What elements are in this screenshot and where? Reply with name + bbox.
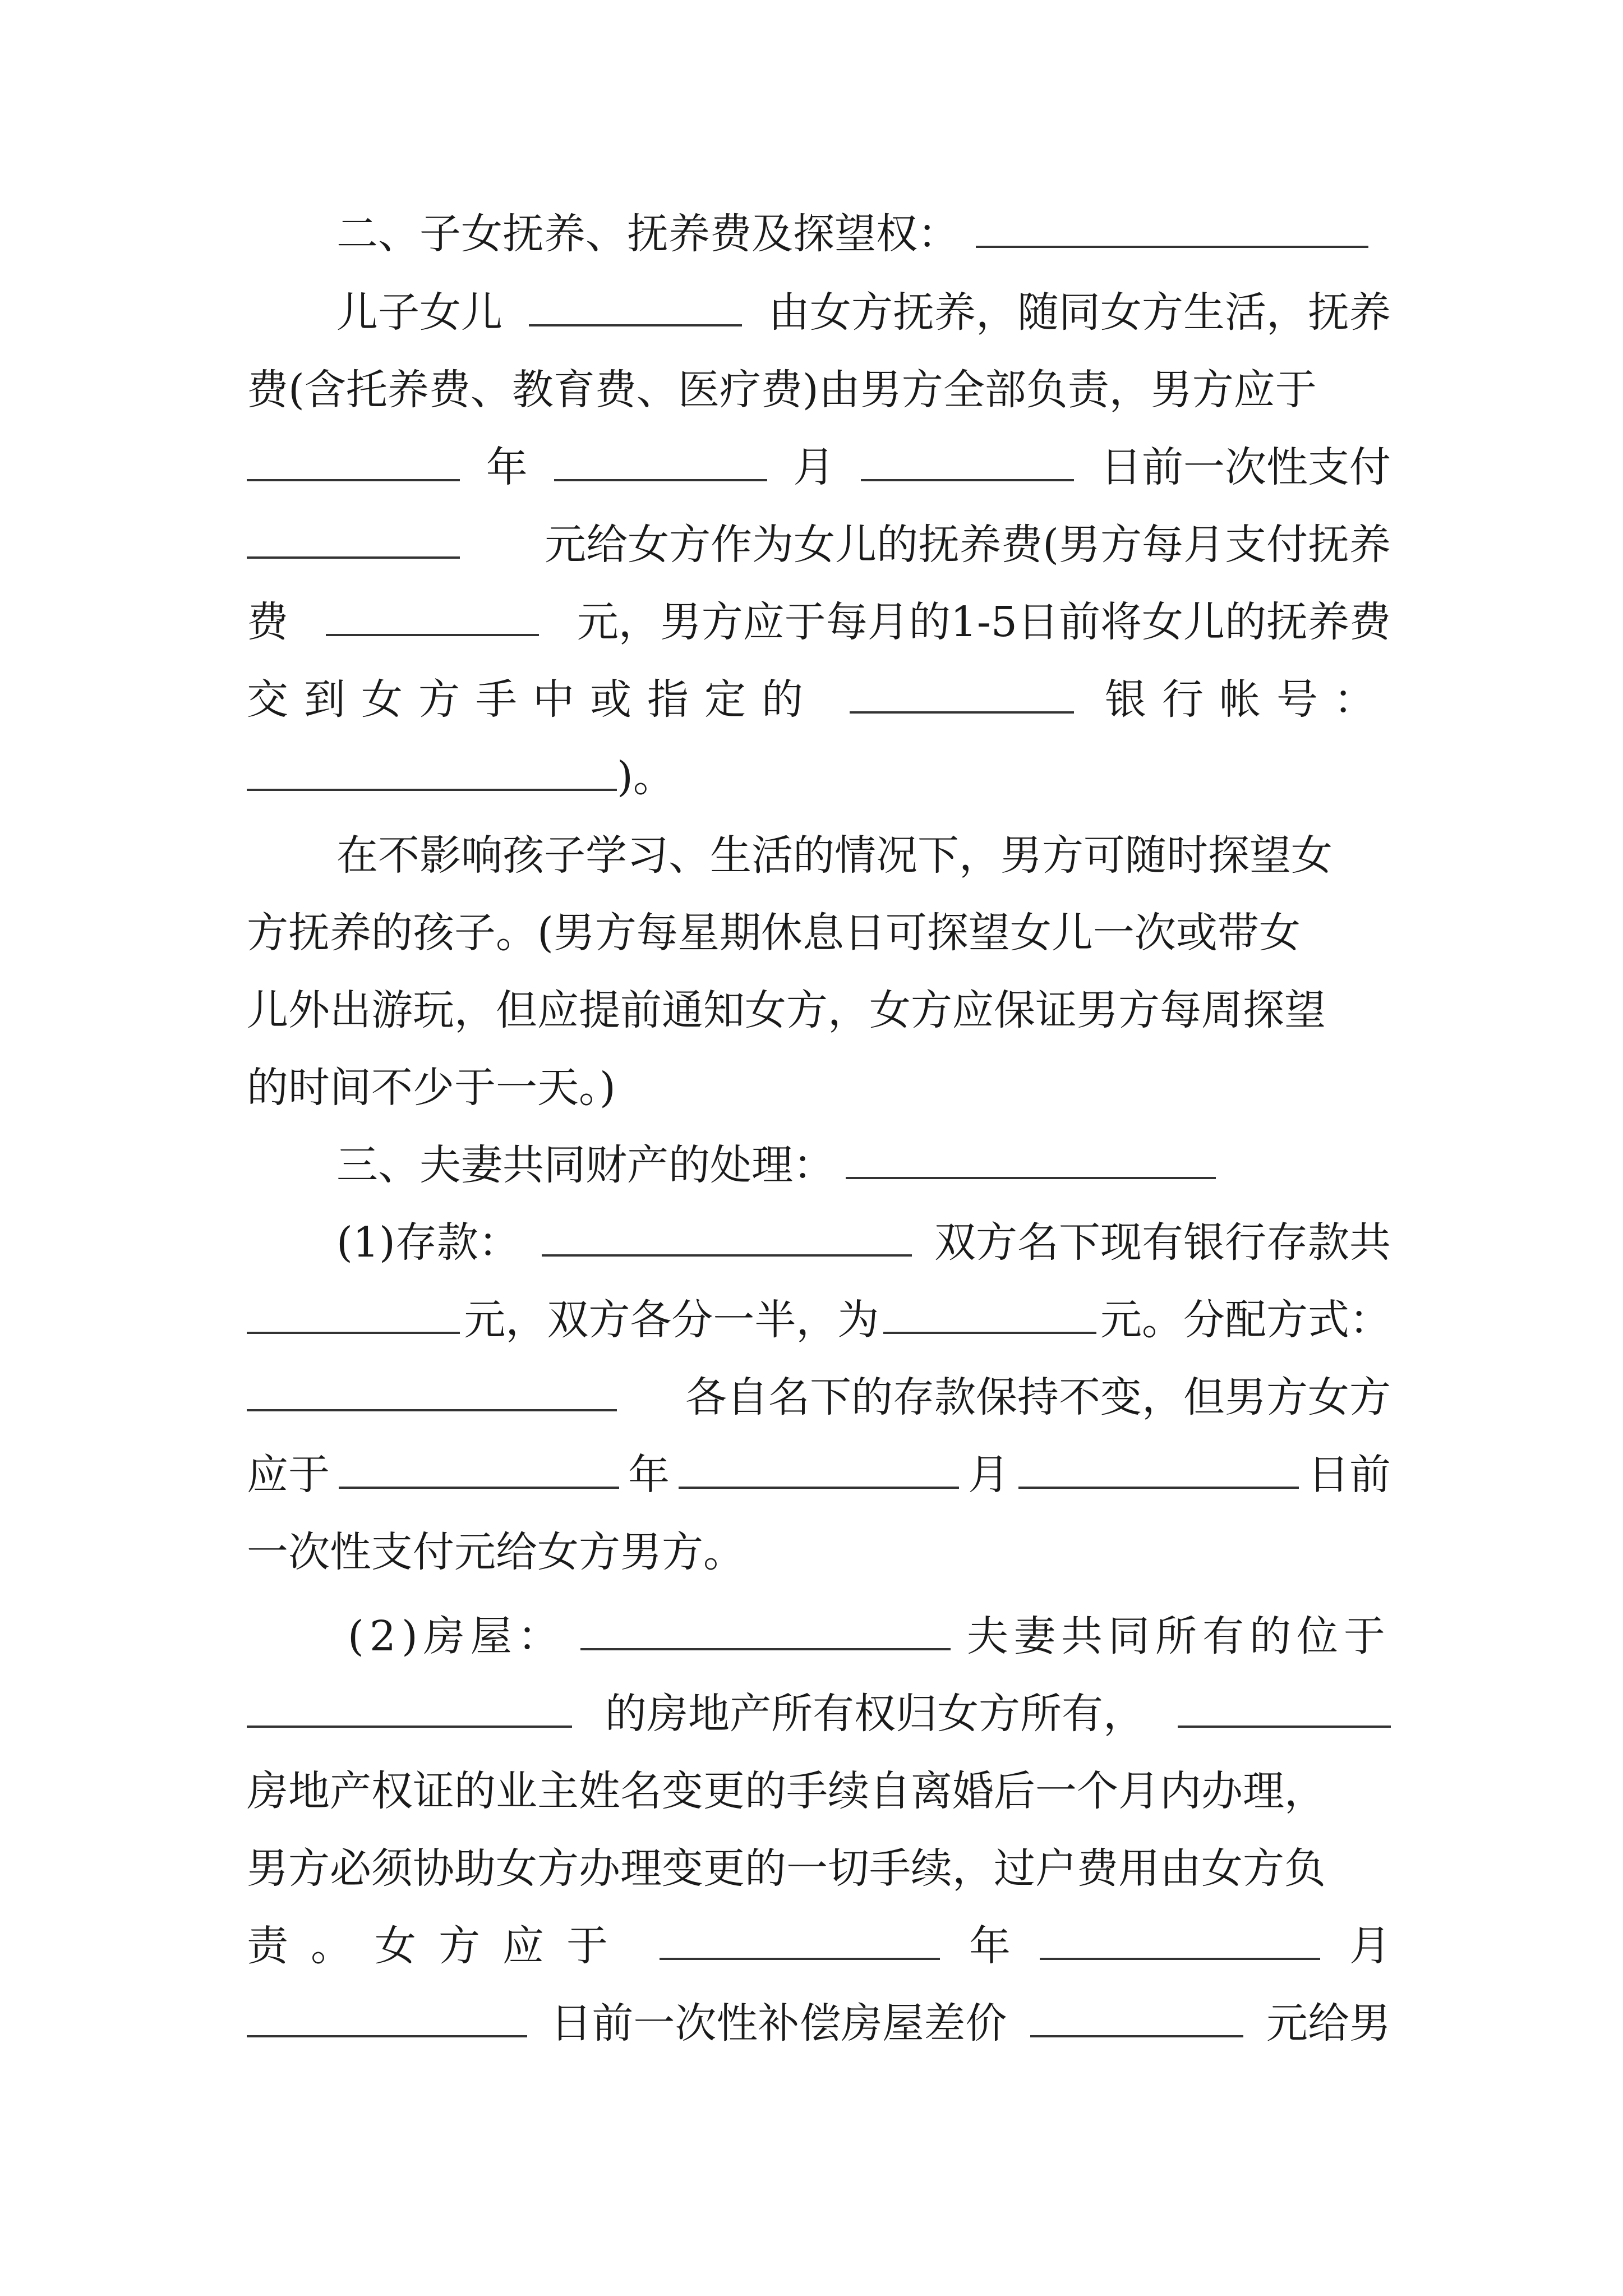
blank-field[interactable] bbox=[1040, 1915, 1320, 1960]
paragraph-line bbox=[247, 436, 1391, 498]
blank-field[interactable] bbox=[247, 514, 460, 559]
text-segment: 各自名下的存款保持不变，但男方女方 bbox=[685, 1373, 1391, 1421]
blank-field[interactable] bbox=[883, 1289, 1096, 1334]
text-segment: 二、子女抚养、抚养费及探望权： bbox=[336, 210, 959, 258]
text-segment: 元给男 bbox=[1266, 1999, 1391, 2047]
text-segment: 日前一次性支付 bbox=[1100, 443, 1391, 491]
text-segment: 年 bbox=[628, 1451, 670, 1499]
blank-field[interactable] bbox=[1178, 1683, 1391, 1728]
blank-field[interactable] bbox=[326, 591, 539, 636]
blank-field[interactable] bbox=[542, 1212, 912, 1257]
text-segment: 年 bbox=[969, 1922, 1011, 1970]
blank-field[interactable] bbox=[247, 1993, 527, 2037]
paragraph-line bbox=[336, 825, 1391, 886]
blank-field[interactable] bbox=[861, 436, 1074, 481]
text-segment: (2)房屋： bbox=[348, 1612, 565, 1660]
text-segment: 男方必须协助女方办理变更的一切手续，过户费用由女方负 bbox=[247, 1844, 1326, 1893]
text-segment: 元，双方各分一半，为 bbox=[464, 1296, 879, 1344]
blank-field[interactable] bbox=[247, 1683, 572, 1728]
paragraph-line bbox=[247, 591, 1391, 653]
paragraph-line bbox=[247, 1289, 1391, 1351]
paragraph-line bbox=[247, 1838, 1391, 1899]
text-segment: 应于 bbox=[247, 1451, 330, 1499]
section-heading-child-custody bbox=[336, 203, 1368, 265]
text-segment: 一次性支付元给女方男方。 bbox=[247, 1528, 745, 1576]
blank-field[interactable] bbox=[339, 1444, 619, 1489]
text-segment: 责。女方应于 bbox=[247, 1922, 630, 1970]
text-segment: 由女方抚养，随同女方生活，抚养 bbox=[768, 288, 1391, 337]
text-segment: 年 bbox=[486, 443, 528, 491]
text-segment: 月 bbox=[793, 443, 835, 491]
blank-field[interactable] bbox=[580, 1605, 951, 1650]
blank-field[interactable] bbox=[660, 1915, 940, 1960]
text-segment: 元。分配方式： bbox=[1100, 1296, 1391, 1344]
paragraph-line bbox=[247, 1993, 1391, 2054]
text-segment: 儿外出游玩，但应提前通知女方，女方应保证男方每周探望 bbox=[247, 986, 1326, 1034]
paragraph-line bbox=[247, 746, 1391, 808]
paragraph-line bbox=[247, 1683, 1391, 1745]
text-segment: 元给女方作为女儿的抚养费(男方每月支付抚养 bbox=[545, 521, 1391, 569]
paragraph-line bbox=[336, 282, 1391, 343]
text-segment: (1)存款： bbox=[336, 1218, 520, 1267]
text-segment: 交到女方手中或指定的 bbox=[247, 675, 819, 724]
paragraph-line bbox=[247, 1760, 1402, 1822]
blank-field[interactable] bbox=[1018, 1444, 1299, 1489]
text-segment: 在不影响孩子学习、生活的情况下，男方可随时探望女 bbox=[336, 831, 1332, 880]
blank-field[interactable] bbox=[247, 746, 617, 791]
blank-field[interactable] bbox=[850, 669, 1074, 714]
paragraph-line bbox=[247, 1366, 1391, 1428]
blank-field[interactable] bbox=[247, 1289, 460, 1334]
paragraph-line bbox=[247, 1915, 1391, 1977]
blank-field[interactable] bbox=[976, 203, 1368, 248]
text-segment: 房地产权证的业主姓名变更的手续自离婚后一个月内办理， bbox=[247, 1767, 1326, 1815]
section-heading-property bbox=[336, 1134, 1391, 1196]
text-segment: 的时间不少于一天。) bbox=[247, 1064, 616, 1112]
paragraph-line bbox=[247, 1444, 1391, 1506]
blank-field[interactable] bbox=[247, 436, 460, 481]
blank-field[interactable] bbox=[247, 1366, 617, 1411]
paragraph-line bbox=[247, 1521, 1391, 1583]
paragraph-line bbox=[247, 669, 1391, 730]
text-segment: 月 bbox=[1349, 1922, 1391, 1970]
blank-field[interactable] bbox=[679, 1444, 959, 1489]
paragraph-line bbox=[247, 902, 1391, 964]
text-segment: 费(含托养费、教育费、医疗费)由男方全部负责，男方应于 bbox=[247, 366, 1317, 414]
text-segment: 费 bbox=[247, 598, 288, 646]
paragraph-line bbox=[247, 359, 1391, 421]
blank-field[interactable] bbox=[846, 1134, 1216, 1179]
text-segment: 日前一次性补偿房屋差价 bbox=[550, 1999, 1007, 2047]
text-segment: 元，男方应于每月的1-5日前将女儿的抚养费 bbox=[577, 598, 1391, 646]
text-segment: 日前 bbox=[1308, 1451, 1391, 1499]
text-segment: 月 bbox=[968, 1451, 1009, 1499]
text-segment: 的房地产所有权归女方所有， bbox=[605, 1690, 1145, 1738]
paragraph-line bbox=[336, 1212, 1391, 1273]
text-segment: )。 bbox=[617, 753, 675, 801]
blank-field[interactable] bbox=[554, 436, 767, 481]
blank-field[interactable] bbox=[1030, 1993, 1243, 2037]
blank-field[interactable] bbox=[529, 282, 742, 326]
text-segment: 方抚养的孩子。(男方每星期休息日可探望女儿一次或带女 bbox=[247, 909, 1301, 957]
text-segment: 银行帐号： bbox=[1105, 675, 1391, 724]
paragraph-line bbox=[247, 514, 1391, 576]
paragraph-line bbox=[247, 1057, 1391, 1119]
paragraph-line bbox=[348, 1605, 1391, 1667]
text-segment: 夫妻共同所有的位于 bbox=[966, 1612, 1391, 1660]
text-segment: 儿子女儿 bbox=[336, 288, 502, 337]
text-segment: 双方名下现有银行存款共 bbox=[934, 1218, 1391, 1267]
text-segment: 三、夫妻共同财产的处理： bbox=[336, 1141, 834, 1189]
paragraph-line bbox=[247, 979, 1391, 1041]
